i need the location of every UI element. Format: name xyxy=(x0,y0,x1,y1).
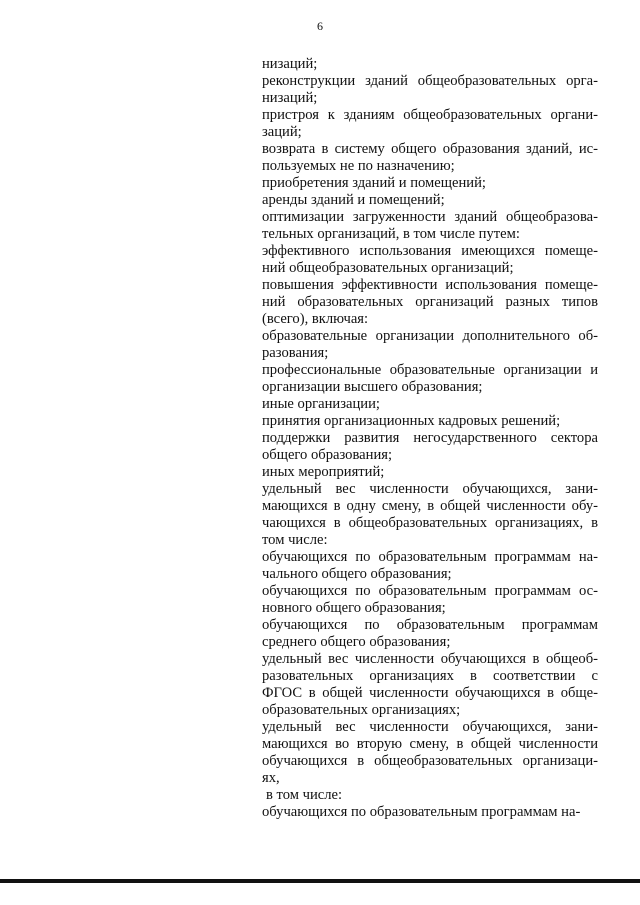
text-line: ний общеобразовательных организаций; xyxy=(262,260,514,276)
paragraph xyxy=(262,617,598,651)
document-body xyxy=(262,56,598,821)
text-line: обучающихся по образовательным программам xyxy=(262,617,598,633)
text-line: мающихся в одну смену, в общей численности обу- xyxy=(262,498,598,514)
text-line: мающихся во вторую смену, в общей численности xyxy=(262,736,598,752)
text-line: эффективного использования имеющихся помеще- xyxy=(262,243,598,259)
text-line: иных мероприятий; xyxy=(262,464,385,480)
text-line: низаций; xyxy=(262,56,318,72)
text-line: пристроя к зданиям общеобразовательных органи- xyxy=(262,107,598,123)
text-line: чального общего образования; xyxy=(262,566,452,582)
paragraph xyxy=(262,56,598,73)
text-line: оптимизации загруженности зданий общеобразова- xyxy=(262,209,598,225)
paragraph xyxy=(262,209,598,243)
text-line: среднего общего образования; xyxy=(262,634,451,650)
text-line: ФГОС в общей численности обучающихся в обще- xyxy=(262,685,598,701)
text-line: аренды зданий и помещений; xyxy=(262,192,445,208)
bottom-rule xyxy=(0,879,640,883)
paragraph xyxy=(262,651,598,719)
paragraph xyxy=(262,583,598,617)
paragraph xyxy=(262,328,598,362)
text-line: новного общего образования; xyxy=(262,600,446,616)
text-line: обучающихся по образовательным программам на- xyxy=(262,804,581,820)
paragraph xyxy=(262,243,598,277)
text-line: приобретения зданий и помещений; xyxy=(262,175,486,191)
text-line: образовательные организации дополнительного об- xyxy=(262,328,598,344)
text-line: принятия организационных кадровых решений; xyxy=(262,413,561,429)
text-line: реконструкции зданий общеобразовательных орга- xyxy=(262,73,598,89)
text-line: ний образовательных организаций разных типов xyxy=(262,294,598,310)
paragraph xyxy=(262,175,598,192)
text-line: ях, xyxy=(262,770,280,786)
paragraph xyxy=(262,413,598,430)
page-number: 6 xyxy=(317,19,323,33)
paragraph xyxy=(262,549,598,583)
paragraph xyxy=(262,719,598,787)
text-line: профессиональные образовательные организации и xyxy=(262,362,598,378)
text-line: в том числе: xyxy=(266,787,343,803)
paragraph xyxy=(262,362,598,396)
text-line: иные организации; xyxy=(262,396,380,412)
text-line: общего образования; xyxy=(262,447,393,463)
text-line: повышения эффективности использования помеще- xyxy=(262,277,598,293)
text-line: (всего), включая: xyxy=(262,311,369,327)
text-line: обучающихся в общеобразовательных организаци- xyxy=(262,753,598,769)
text-line: тельных организаций, в том числе путем: xyxy=(262,226,520,242)
text-line: организации высшего образования; xyxy=(262,379,483,395)
text-line: чающихся в общеобразовательных организациях, в xyxy=(262,515,598,531)
paragraph xyxy=(262,107,598,141)
paragraph xyxy=(262,277,598,328)
text-line: пользуемых не по назначению; xyxy=(262,158,455,174)
text-line: низаций; xyxy=(262,90,318,106)
paragraph xyxy=(262,464,598,481)
text-line: возврата в систему общего образования зданий, ис- xyxy=(262,141,598,157)
paragraph xyxy=(262,787,598,804)
paragraph xyxy=(262,73,598,107)
text-line: удельный вес численности обучающихся, зани- xyxy=(262,481,598,497)
text-line: образовательных организациях; xyxy=(262,702,461,718)
text-line: поддержки развития негосударственного сектора xyxy=(262,430,598,446)
text-line: обучающихся по образовательным программам на- xyxy=(262,549,598,565)
paragraph xyxy=(262,192,598,209)
text-line: разовательных организациях в соответствии с xyxy=(262,668,598,684)
text-line: том числе: xyxy=(262,532,328,548)
text-line: обучающихся по образовательным программам ос- xyxy=(262,583,598,599)
text-line: заций; xyxy=(262,124,302,140)
text-line: удельный вес численности обучающихся в общеоб- xyxy=(262,651,598,667)
text-line: удельный вес численности обучающихся, зани- xyxy=(262,719,598,735)
text-line: разования; xyxy=(262,345,329,361)
paragraph xyxy=(262,430,598,464)
paragraph xyxy=(262,481,598,549)
paragraph xyxy=(262,396,598,413)
paragraph xyxy=(262,804,598,821)
paragraph xyxy=(262,141,598,175)
